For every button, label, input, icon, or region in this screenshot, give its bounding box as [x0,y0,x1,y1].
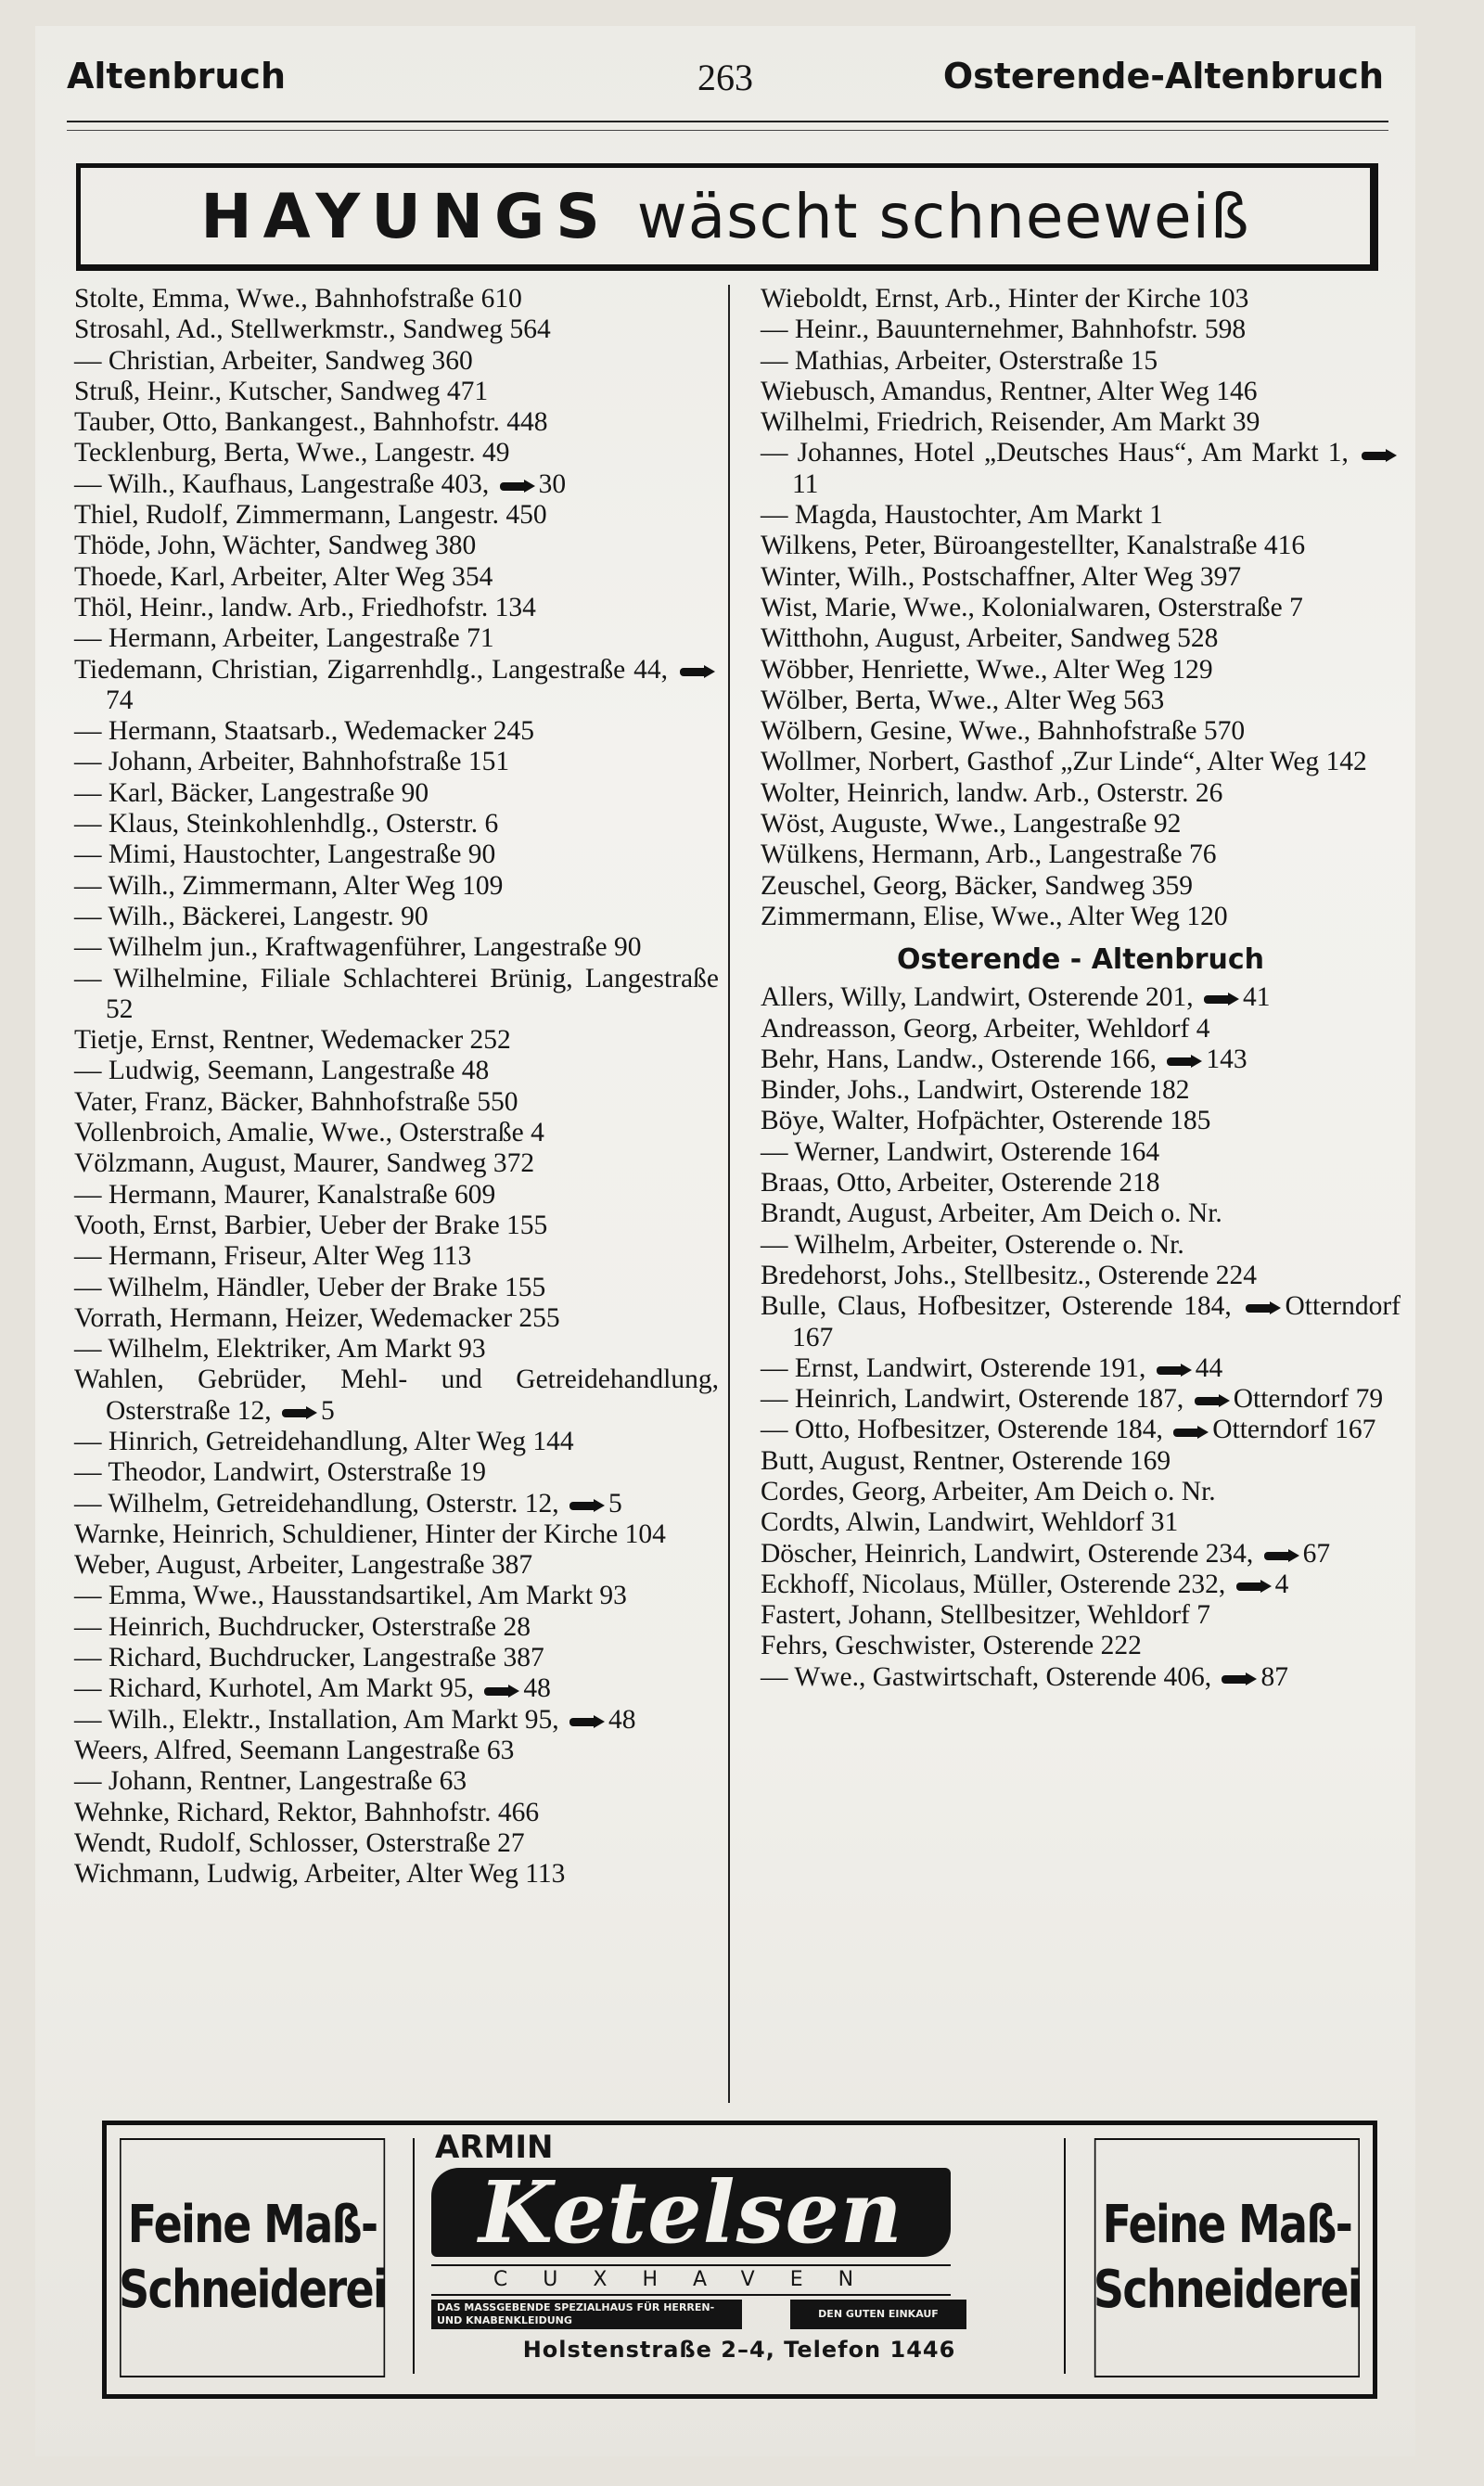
telephone-icon [1202,993,1239,1006]
right-column [761,284,1401,1693]
directory-entry: Wöst, Auguste, Wwe., Langestraße 92 [761,809,1182,839]
directory-entry: — Theodor, Landwirt, Osterstraße 19 [74,1457,486,1488]
telephone-icon [568,1499,605,1512]
directory-entry: — Wilh., Zimmermann, Alter Weg 109 [74,870,504,901]
entry-text: — Heinrich, Landwirt, Osterende 187, [761,1384,1191,1415]
directory-entry [761,1539,1401,1570]
telephone-icon [498,480,535,493]
directory-entry: Wölbern, Gesine, Wwe., Bahnhofstraße 570 [761,716,1246,747]
ad-right-line-2: Schneiderei [1093,2260,1361,2320]
directory-entry: Struß, Heinr., Kutscher, Sandweg 471 [74,376,489,406]
entry-text: — Otto, Hofbesitzer, Osterende 184, [761,1415,1171,1445]
directory-entry: Vooth, Ernst, Barbier, Ueber der Brake 155 [74,1210,548,1240]
directory-entry: Binder, Johs., Landwirt, Osterende 182 [761,1075,1190,1106]
directory-entry: Cordes, Georg, Arbeiter, Am Deich o. Nr. [761,1476,1216,1506]
directory-entry: Wöbber, Henriette, Wwe., Alter Weg 129 [761,654,1213,685]
banner-brand: HAYUNGS [200,180,611,252]
telephone-icon [568,1715,605,1728]
telephone-number: 44 [1195,1352,1223,1383]
section-entries [761,982,1401,1693]
directory-entry: — Johann, Arbeiter, Bahnhofstraße 151 [74,747,510,777]
header-right: Osterende-Altenbruch [942,56,1384,96]
directory-entry: — Richard, Buchdrucker, Langestraße 387 [74,1643,544,1673]
directory-entry: — Heinrich, Buchdrucker, Osterstraße 28 [74,1611,531,1642]
directory-entry: — Johann, Rentner, Langestraße 63 [74,1766,467,1797]
directory-entry: Thöde, John, Wächter, Sandweg 380 [74,531,477,561]
telephone-number: 5 [320,1395,335,1426]
directory-entry [761,982,1401,1013]
directory-entry: Wieboldt, Ernst, Arb., Hinter der Kirche 103 [761,284,1249,314]
telephone-number: 41 [1243,982,1271,1013]
ad-logo: Ketelsen [431,2168,951,2257]
entry-text: Behr, Hans, Landw., Osterende 166, [761,1044,1164,1074]
directory-entry: — Wilh., Bäckerei, Langestr. 90 [74,901,429,931]
page-number: 263 [697,57,753,98]
directory-entry: — Wilhelm jun., Kraftwagenführer, Langestraße 90 [74,932,642,963]
column-divider [728,285,730,2103]
directory-entry: Strosahl, Ad., Stellwerkmstr., Sandweg 564 [74,314,551,345]
directory-entry: Fehrs, Geschwister, Osterende 222 [761,1631,1142,1661]
directory-entry: Thoede, Karl, Arbeiter, Alter Weg 354 [74,561,493,592]
directory-entry: — Klaus, Steinkohlenhdlg., Osterstr. 6 [74,809,499,839]
directory-entry: Weber, August, Arbeiter, Langestraße 387 [74,1550,533,1581]
directory-entry: — Hermann, Arbeiter, Langestraße 71 [74,623,494,654]
telephone-icon [1244,1301,1281,1314]
directory-entry: Vorrath, Hermann, Heizer, Wedemacker 255 [74,1302,560,1333]
directory-entry: — Hinrich, Getreidehandlung, Alter Weg 144 [74,1426,574,1456]
directory-entry [761,1044,1401,1075]
directory-entry: Wolter, Heinrich, landw. Arb., Osterstr. 26 [761,777,1223,808]
telephone-icon [280,1406,317,1419]
entry-text: — Ernst, Landwirt, Osterende 191, [761,1352,1153,1383]
directory-entry [761,1384,1401,1415]
directory-entry: Wist, Marie, Wwe., Kolonialwaren, Osterstraße 7 [761,592,1303,622]
directory-entry: Witthohn, August, Arbeiter, Sandweg 528 [761,623,1219,654]
ad-center [413,2129,1066,2374]
banner-slogan: wäscht schneeweiß [636,180,1250,252]
directory-entry: Tauber, Otto, Bankangest., Bahnhofstr. 448 [74,407,548,438]
telephone-icon [1360,449,1397,462]
directory-entry: Wichmann, Ludwig, Arbeiter, Alter Weg 113 [74,1859,566,1890]
telephone-icon [1155,1364,1192,1377]
directory-entry [761,1291,1401,1353]
directory-entry: Brandt, August, Arbeiter, Am Deich o. Nr. [761,1198,1222,1229]
directory-entry: Thiel, Rudolf, Zimmermann, Langestr. 450 [74,500,547,531]
directory-entry: Wölber, Berta, Wwe., Alter Weg 563 [761,685,1165,715]
directory-entry: — Wilhelm, Arbeiter, Osterende o. Nr. [761,1229,1184,1260]
telephone-number: Otterndorf 167 [792,1291,1401,1352]
directory-entry: — Hermann, Maurer, Kanalstraße 609 [74,1179,496,1210]
header-left: Altenbruch [67,56,286,96]
directory-entry: Butt, August, Rentner, Osterende 169 [761,1445,1171,1476]
telephone-icon [1235,1580,1272,1593]
directory-entry: Wilhelmi, Friedrich, Reisender, Am Markt 39 [761,407,1260,438]
directory-entry: Wollmer, Norbert, Gasthof „Zur Linde“, Alter Weg 142 [761,747,1367,777]
directory-entry: — Heinr., Bauunternehmer, Bahnhofstr. 598 [761,314,1247,345]
entry-text: Bulle, Claus, Hofbesitzer, Osterende 184, [761,1291,1243,1322]
directory-entry: Wehnke, Richard, Rektor, Bahnhofstr. 466 [74,1797,540,1827]
directory-entry [74,1705,719,1736]
entry-text: — Wilh., Kaufhaus, Langestraße 403, [74,468,496,499]
telephone-icon [1220,1672,1257,1685]
directory-entry: Tecklenburg, Berta, Wwe., Langestr. 49 [74,438,510,468]
directory-entry: Warnke, Heinrich, Schuldiener, Hinter der Kirche 104 [74,1519,666,1549]
directory-entry: — Emma, Wwe., Hausstandsartikel, Am Markt 93 [74,1581,627,1611]
entry-text: Tiedemann, Christian, Zigarrenhdlg., Langestraße 44, [74,654,676,685]
directory-entry [761,1570,1401,1600]
directory-entry: Stolte, Emma, Wwe., Bahnhofstraße 610 [74,284,522,314]
entry-text: — Wwe., Gastwirtschaft, Osterende 406, [761,1661,1219,1692]
directory-entry: Cordts, Alwin, Landwirt, Wehldorf 31 [761,1507,1179,1538]
directory-entry: Winter, Wilh., Postschaffner, Alter Weg 397 [761,561,1242,592]
ad-left-line-1: Feine Maß- [127,2195,377,2255]
directory-entry: Braas, Otto, Arbeiter, Osterende 218 [761,1168,1160,1198]
directory-entry: — Wilhelm, Elektriker, Am Markt 93 [74,1334,486,1365]
directory-entry: — Mathias, Arbeiter, Osterstraße 15 [761,345,1158,376]
telephone-number: 5 [608,1488,622,1519]
directory-entry: Böye, Walter, Hofpächter, Osterende 185 [761,1106,1211,1136]
directory-entry [761,1353,1401,1384]
advert-banner [76,163,1378,271]
directory-entry: Zeuschel, Georg, Bäcker, Sandweg 359 [761,870,1194,901]
section-heading: Osterende - Altenbruch [896,943,1265,977]
entry-text: — Wilh., Elektr., Installation, Am Markt 95, [74,1704,567,1735]
directory-entry: — Hermann, Friseur, Alter Weg 113 [74,1241,472,1272]
telephone-number: Otterndorf 79 [1233,1384,1384,1415]
directory-entry: Vollenbroich, Amalie, Wwe., Osterstraße 4 [74,1118,544,1148]
directory-entry [761,1415,1401,1445]
directory-entry: Völzmann, August, Maurer, Sandweg 372 [74,1148,535,1179]
entry-text: — Wilhelm, Getreidehandlung, Osterstr. 12, [74,1488,566,1519]
telephone-icon [1171,1426,1209,1439]
entry-text: Eckhoff, Nicolaus, Müller, Osterende 232, [761,1569,1233,1599]
directory-entry: Thöl, Heinr., landw. Arb., Friedhofstr. 134 [74,592,536,622]
ad-armin: ARMIN [435,2129,554,2166]
directory-entry: — Wilhelmine, Filiale Schlachterei Brünig, Langestraße 52 [74,963,719,1024]
directory-entry: Tietje, Ernst, Rentner, Wedemacker 252 [74,1025,511,1056]
directory-entry: — Karl, Bäcker, Langestraße 90 [74,777,429,808]
directory-entry: Wiebusch, Amandus, Rentner, Alter Weg 146 [761,376,1258,406]
directory-entry: Vater, Franz, Bäcker, Bahnhofstraße 550 [74,1086,518,1117]
ad-left-box [120,2138,385,2377]
tailor-advert [102,2121,1377,2399]
telephone-number: 48 [523,1673,551,1704]
directory-entry: — Hermann, Staatsarb., Wedemacker 245 [74,716,534,747]
ad-right-box [1094,2138,1360,2377]
directory-entry: Andreasson, Georg, Arbeiter, Wehldorf 4 [761,1013,1210,1044]
telephone-number: 4 [1274,1569,1289,1599]
directory-entry [74,1489,719,1519]
directory-entry [74,1365,719,1427]
directory-entry [74,1673,719,1704]
running-header [67,56,1384,111]
directory-entry [74,655,719,717]
telephone-number: 143 [1206,1044,1247,1074]
entry-text: — Richard, Kurhotel, Am Markt 95, [74,1673,481,1704]
ad-tag-left: DAS MASSGEBENDE SPEZIALHAUS FÜR HERREN- UND KNABENKLEIDUNG [431,2300,742,2329]
telephone-icon [678,665,715,678]
telephone-number: 48 [608,1704,636,1735]
directory-entry: Bredehorst, Johs., Stellbesitz., Osterende 224 [761,1260,1258,1290]
directory-entry: Fastert, Johann, Stellbesitzer, Wehldorf 7 [761,1600,1211,1631]
right-column-entries [761,284,1401,932]
directory-entry: — Werner, Landwirt, Osterende 164 [761,1136,1160,1167]
directory-entry: — Mimi, Haustochter, Langestraße 90 [74,839,496,870]
telephone-icon [1262,1549,1299,1562]
directory-entry: Wilkens, Peter, Büroangestellter, Kanalstraße 416 [761,531,1306,561]
ad-address: Holstenstraße 2–4, Telefon 1446 [522,2337,956,2363]
directory-entry: — Christian, Arbeiter, Sandweg 360 [74,345,473,376]
telephone-number: 67 [1302,1538,1331,1569]
ad-right-line-1: Feine Maß- [1102,2195,1352,2255]
ad-tag-right: DEN GUTEN EINKAUF [790,2300,966,2329]
ad-left-line-2: Schneiderei [119,2260,387,2320]
telephone-number: 30 [538,468,567,499]
directory-entry: — Wilhelm, Händler, Ueber der Brake 155 [74,1272,546,1302]
entry-text: — Johannes, Hotel „Deutsches Haus“, Am Markt 1, [761,438,1358,468]
directory-entry: — Ludwig, Seemann, Langestraße 48 [74,1056,490,1086]
directory-entry: Wülkens, Hermann, Arb., Langestraße 76 [761,839,1217,870]
directory-entry [74,469,719,500]
directory-entry: Weers, Alfred, Seemann Langestraße 63 [74,1735,515,1765]
directory-entry: — Magda, Haustochter, Am Markt 1 [761,500,1163,531]
directory-entry [761,438,1401,500]
telephone-number: 11 [792,468,819,499]
entry-text: Wahlen, Gebrüder, Mehl- und Getreidehandlung, Osterstraße 12, [74,1365,719,1426]
telephone-icon [1193,1394,1230,1407]
telephone-number: 87 [1260,1661,1288,1692]
entry-text: Döscher, Heinrich, Landwirt, Osterende 234, [761,1538,1260,1569]
telephone-number: 74 [106,685,134,715]
telephone-number: Otterndorf 167 [1212,1415,1376,1445]
header-rule-thin [67,130,1388,131]
directory-entry: Wendt, Rudolf, Schlosser, Osterstraße 27 [74,1827,525,1858]
header-rule [67,121,1388,122]
left-column [74,284,719,1890]
entry-text: Allers, Willy, Landwirt, Osterende 201, [761,982,1200,1013]
directory-entry: Zimmermann, Elise, Wwe., Alter Weg 120 [761,901,1228,931]
telephone-icon [1165,1055,1202,1068]
ad-city: CUXHAVEN [431,2264,951,2296]
directory-entry [761,1662,1401,1693]
telephone-icon [482,1685,519,1698]
